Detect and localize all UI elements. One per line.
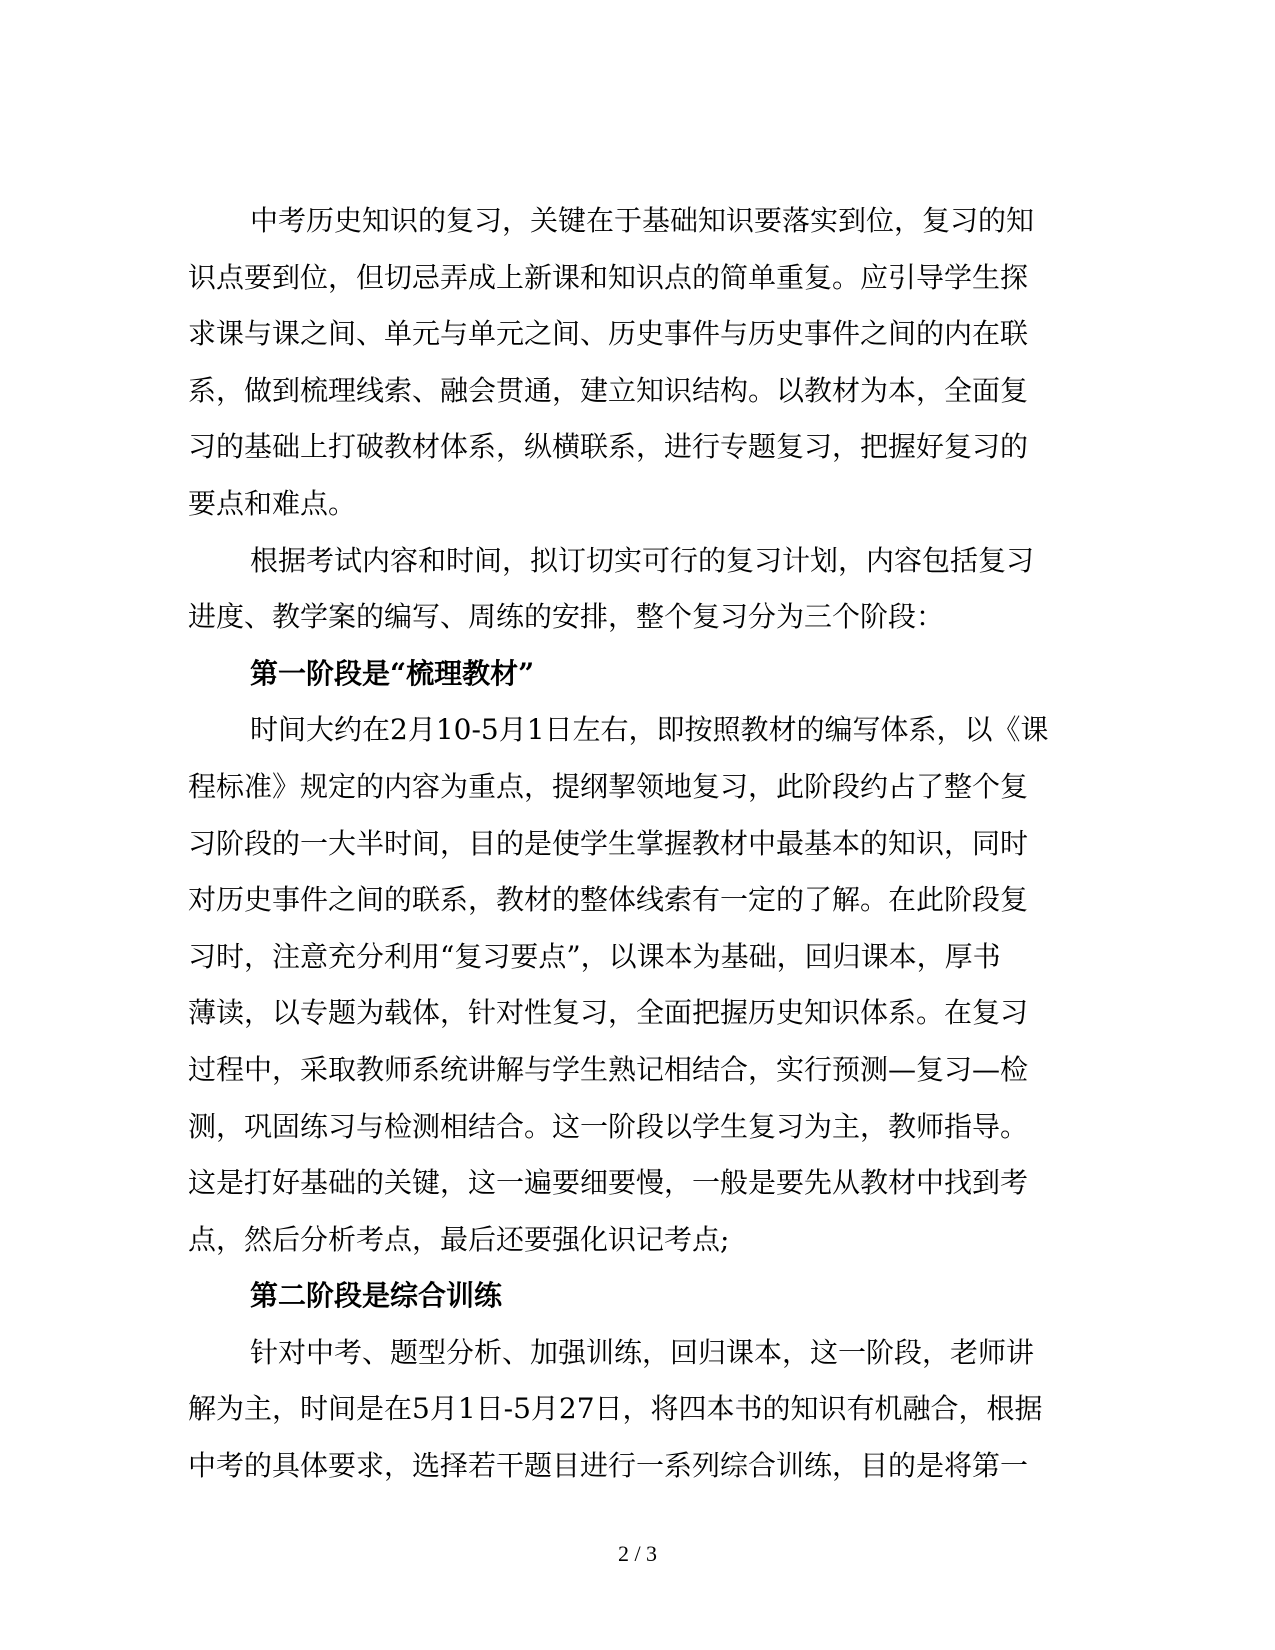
page-number: 2 / 3: [617, 1541, 658, 1566]
text-line: 薄读，以专题为载体，针对性复习，全面把握历史知识体系。在复习: [188, 996, 1029, 1030]
text-line: 对历史事件之间的联系，教材的整体线索有一定的了解。在此阶段复: [188, 883, 1029, 917]
text-line: 解为主，时间是在5月1日-5月27日，将四本书的知识有机融合，根据: [188, 1392, 1043, 1426]
text-line: 识点要到位，但切忌弄成上新课和知识点的简单重复。应引导学生探: [188, 260, 1029, 294]
text-line: 针对中考、题型分析、加强训练，回归课本，这一阶段，老师讲: [250, 1335, 1035, 1369]
text-line: 中考历史知识的复习，关键在于基础知识要落实到位，复习的知: [250, 204, 1035, 237]
text-line: 过程中，采取教师系统讲解与学生熟记相结合，实行预测—复习—检: [188, 1052, 1029, 1086]
text-line: 根据考试内容和时间，拟订切实可行的复习计划，内容包括复习: [250, 543, 1035, 577]
section-heading: 第二阶段是综合训练: [250, 1279, 503, 1313]
text-line: 求课与课之间、单元与单元之间、历史事件与历史事件之间的内在联: [188, 317, 1029, 351]
text-line: 这是打好基础的关键，这一遍要细要慢，一般是要先从教材中找到考: [188, 1166, 1029, 1200]
text-line: 中考的具体要求，选择若干题目进行一系列综合训练，目的是将第一: [188, 1449, 1029, 1483]
body-text: [188, 193, 1068, 1495]
text-line: 习的基础上打破教材体系，纵横联系，进行专题复习，把握好复习的: [188, 430, 1029, 464]
text-line: 程标准》规定的内容为重点，提纲挈领地复习，此阶段约占了整个复: [188, 769, 1029, 803]
text-line: 要点和难点。: [188, 486, 357, 520]
text-line: 点，然后分析考点，最后还要强化识记考点;: [188, 1222, 730, 1256]
text-line: 时间大约在2月10-5月1日左右，即按照教材的编写体系，以《课: [250, 713, 1049, 747]
text-line: 进度、教学案的编写、周练的安排，整个复习分为三个阶段：: [188, 600, 945, 634]
text-line: 系，做到梳理线索、融会贯通，建立知识结构。以教材为本，全面复: [188, 373, 1029, 407]
text-line: 习阶段的一大半时间，目的是使学生掌握教材中最基本的知识，同时: [188, 826, 1029, 860]
text-line: 测，巩固练习与检测相结合。这一阶段以学生复习为主，教师指导。: [188, 1109, 1029, 1143]
section-heading: 第一阶段是“梳理教材”: [250, 656, 535, 690]
text-line: 习时，注意充分利用“复习要点”，以课本为基础，回归课本，厚书: [188, 939, 1001, 973]
